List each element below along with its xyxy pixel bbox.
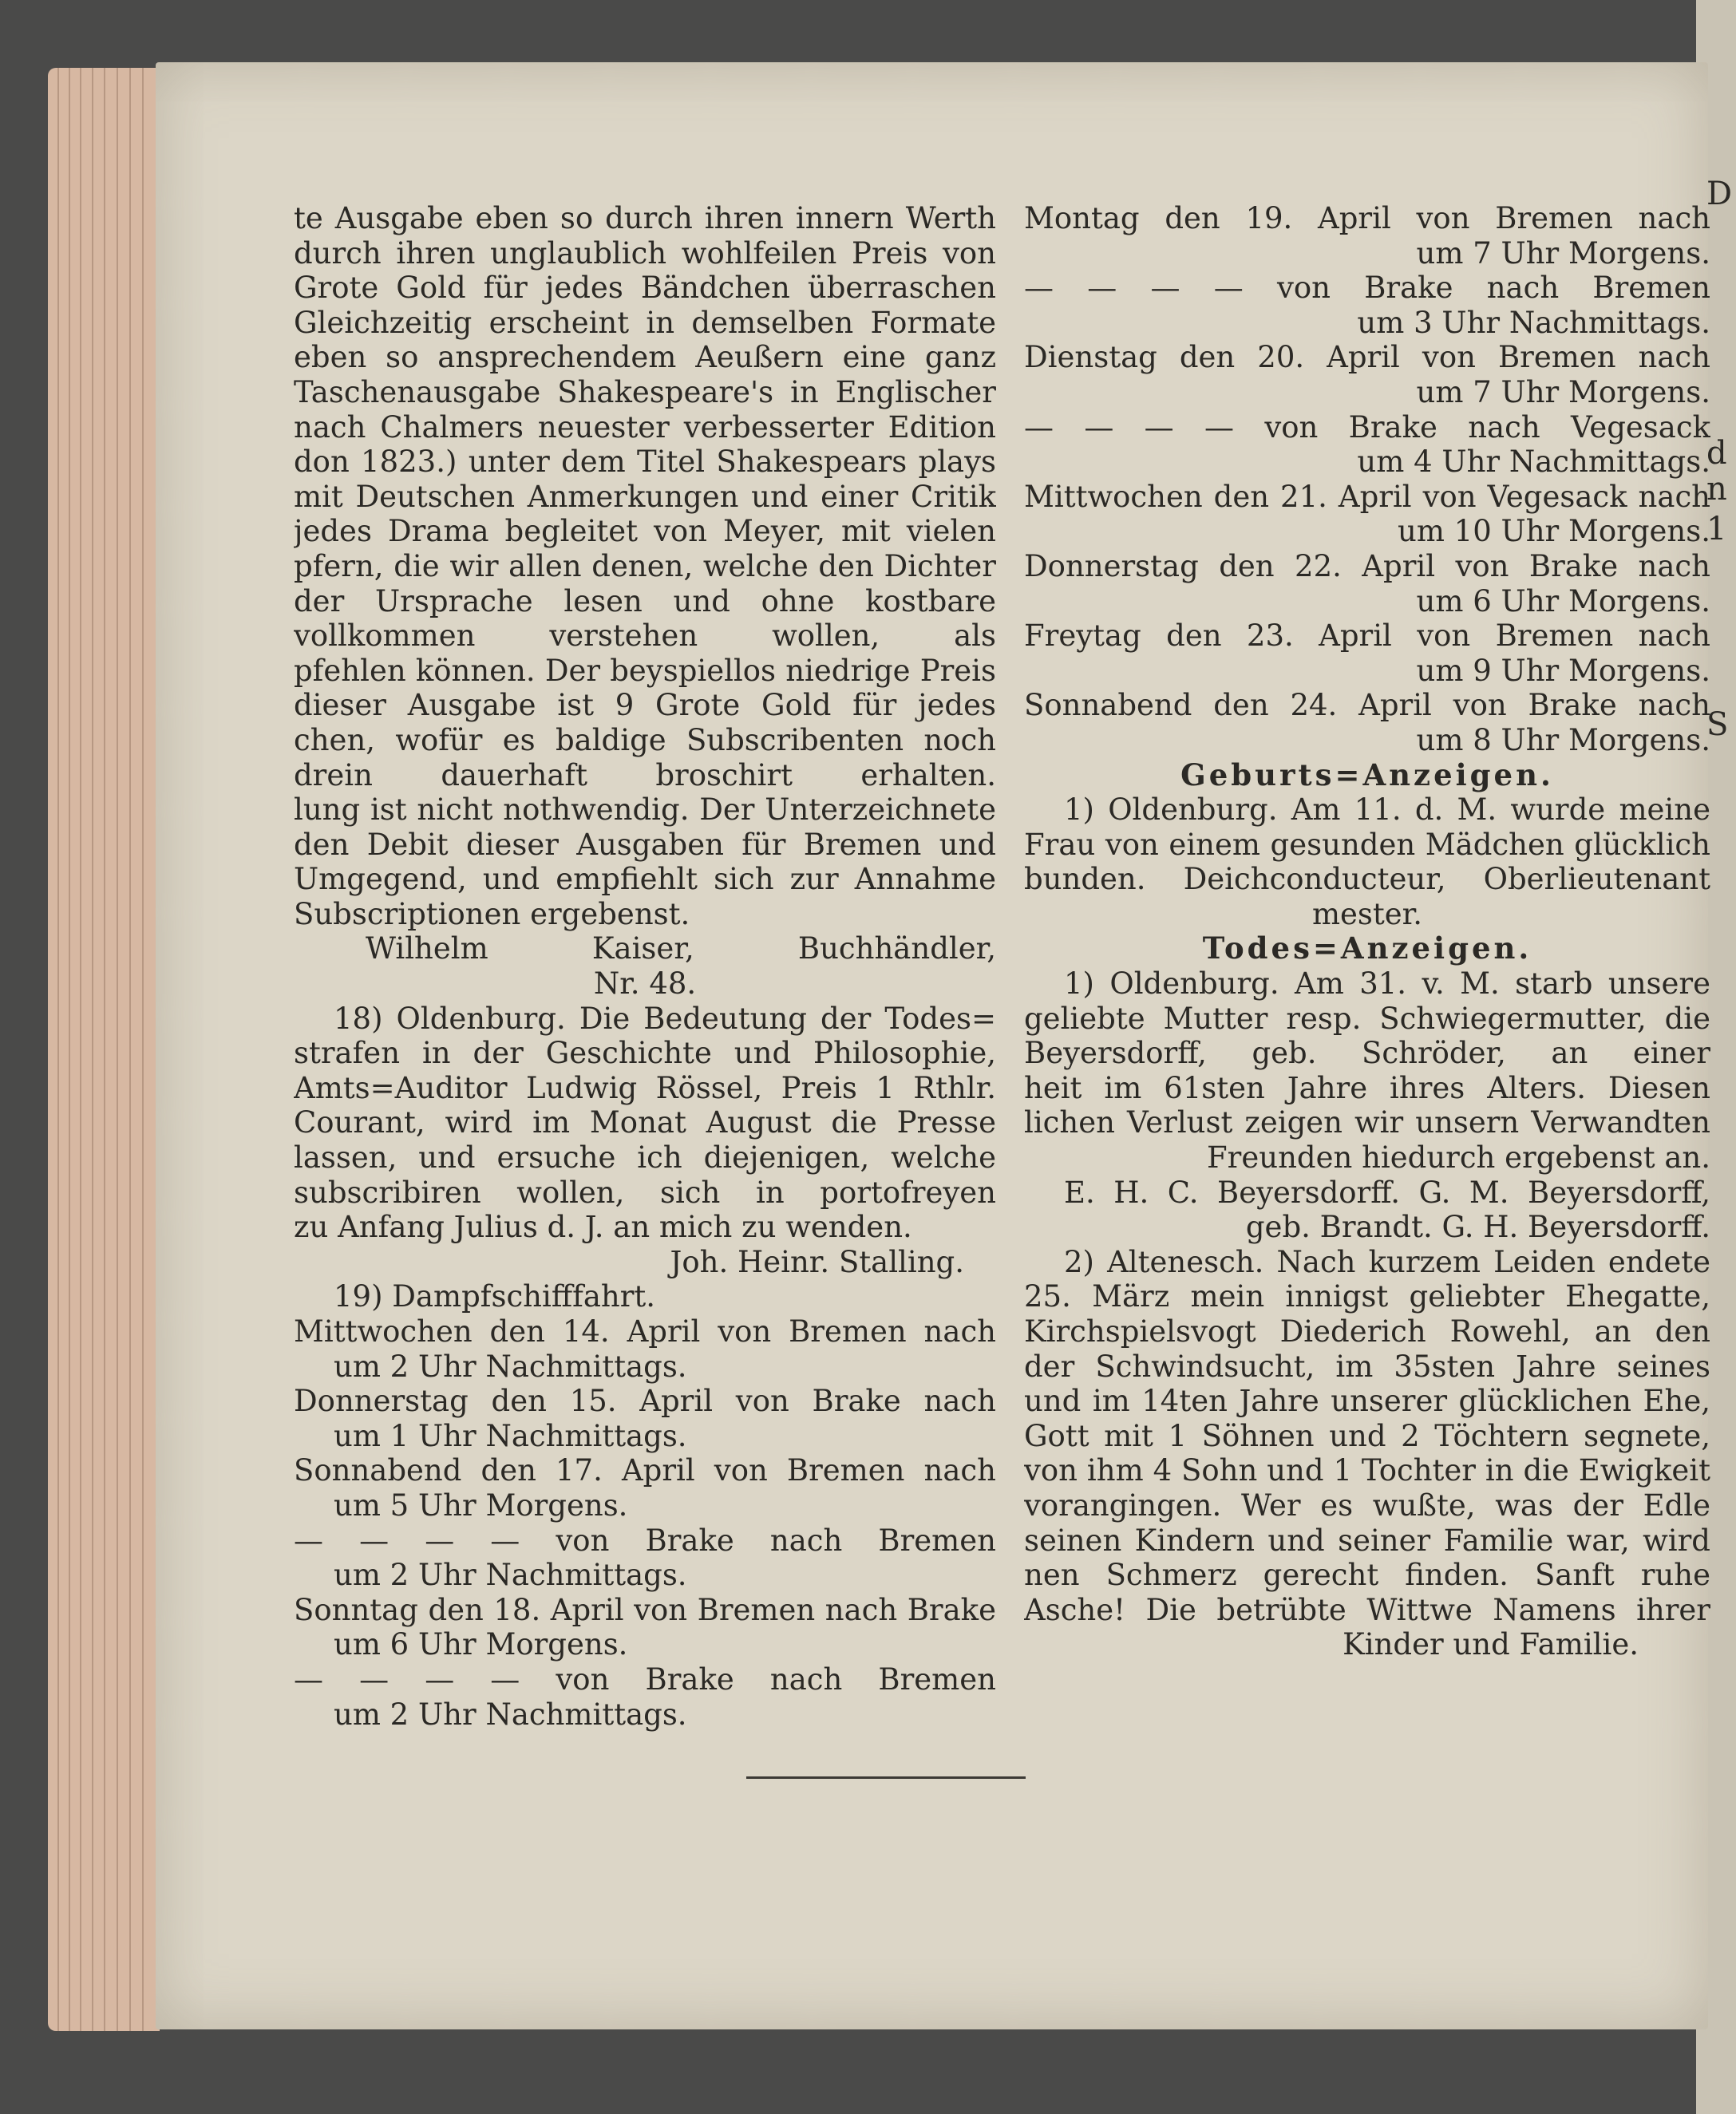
schedule-time: um 6 Uhr Morgens. bbox=[1416, 583, 1710, 618]
text-line: den Debit dieser Ausgaben für Bremen und bbox=[294, 827, 996, 862]
text-line: Umgegend, und empfiehlt sich zur Annahme bbox=[294, 862, 996, 897]
schedule-time: um 7 Uhr Morgens. bbox=[1416, 235, 1710, 271]
section-heading-deaths: Todes=Anzeigen. bbox=[1202, 931, 1532, 966]
schedule-time: um 2 Uhr Nachmittags. bbox=[334, 1558, 687, 1593]
text-line: seinen Kindern und seiner Familie war, wird bbox=[1024, 1523, 1710, 1558]
text-line: Amts=Auditor Ludwig Rössel, Preis 1 Rthlr. bbox=[294, 1070, 996, 1105]
schedule-time: um 3 Uhr Nachmittags. bbox=[1357, 305, 1710, 340]
right-column bbox=[1024, 201, 1710, 1662]
text-line: geliebte Mutter resp. Schwiegermutter, die bbox=[1024, 1001, 1710, 1036]
text-line: der Schwindsucht, im 35sten Jahre seines bbox=[1024, 1349, 1710, 1384]
schedule-time: um 8 Uhr Morgens. bbox=[1416, 722, 1710, 757]
text-line: lung ist nicht nothwendig. Der Unterzeichnete bbox=[294, 792, 996, 828]
closing-rule bbox=[746, 1776, 1026, 1779]
schedule-time: um 2 Uhr Nachmittags. bbox=[334, 1697, 687, 1732]
text-line: nen Schmerz gerecht finden. Sanft ruhe bbox=[1024, 1558, 1710, 1593]
next-page-edge-letter: D bbox=[1706, 176, 1733, 212]
text-line: subscribiren wollen, sich in portofreyen bbox=[294, 1175, 996, 1210]
text-line: drein dauerhaft broschirt erhalten. bbox=[294, 757, 996, 792]
text-line: mester. bbox=[1311, 896, 1423, 931]
text-line: Grote Gold für jedes Bändchen überraschen bbox=[294, 271, 996, 306]
signature-line: geb. Brandt. G. H. Beyersdorff. bbox=[1245, 1210, 1710, 1245]
announcement-start: 1) Oldenburg. Am 11. d. M. wurde meine bbox=[1064, 792, 1710, 828]
schedule-line: Mittwochen den 14. April von Bremen nach bbox=[294, 1314, 996, 1349]
schedule-line: — — — — von Brake nach Bremen bbox=[294, 1662, 996, 1697]
schedule-time: um 7 Uhr Morgens. bbox=[1416, 374, 1710, 409]
text-line: der Ursprache lesen und ohne kostbare bbox=[294, 583, 996, 618]
text-line: durch ihren unglaublich wohlfeilen Preis von bbox=[294, 235, 996, 271]
left-column bbox=[294, 201, 996, 1732]
schedule-line: Dienstag den 20. April von Bremen nach bbox=[1024, 340, 1710, 375]
signature-line: Kinder und Familie. bbox=[1343, 1627, 1639, 1662]
text-line: heit im 61sten Jahre ihres Alters. Diesen bbox=[1024, 1070, 1710, 1105]
text-line: don 1823.) unter dem Titel Shakespears plays bbox=[294, 445, 996, 480]
announcement-start: 1) Oldenburg. Am 31. v. M. starb unsere bbox=[1064, 966, 1710, 1002]
announcement-start: 18) Oldenburg. Die Bedeutung der Todes= bbox=[334, 1001, 996, 1036]
schedule-line: — — — — von Brake nach Vegesack bbox=[1024, 409, 1710, 445]
signature-line: E. H. C. Beyersdorff. G. M. Beyersdorff, bbox=[1064, 1175, 1710, 1210]
schedule-line: — — — — von Brake nach Bremen bbox=[1024, 271, 1710, 306]
schedule-time: um 10 Uhr Morgens. bbox=[1398, 514, 1710, 549]
schedule-line: Sonntag den 18. April von Bremen nach Brake bbox=[294, 1592, 996, 1627]
schedule-line: — — — — von Brake nach Bremen bbox=[294, 1523, 996, 1558]
text-line: mit Deutschen Anmerkungen und einer Critik bbox=[294, 479, 996, 514]
text-line: te Ausgabe eben so durch ihren innern Werth bbox=[294, 201, 996, 235]
text-line: bunden. Deichconducteur, Oberlieutenant bbox=[1024, 862, 1710, 897]
section-heading-births: Geburts=Anzeigen. bbox=[1180, 757, 1554, 792]
text-line: von ihm 4 Sohn und 1 Tochter in die Ewigkeit bbox=[1024, 1453, 1710, 1488]
schedule-line: Sonnabend den 24. April von Brake nach bbox=[1024, 688, 1710, 723]
schedule-time: um 2 Uhr Nachmittags. bbox=[334, 1349, 687, 1384]
text-line: Gott mit 1 Söhnen und 2 Töchtern segnete, bbox=[1024, 1418, 1710, 1453]
schedule-line: Montag den 19. April von Bremen nach bbox=[1024, 201, 1710, 235]
schedule-line: Donnerstag den 15. April von Brake nach bbox=[294, 1384, 996, 1419]
signature-line: Joh. Heinr. Stalling. bbox=[670, 1244, 964, 1279]
text-line: zu Anfang Julius d. J. an mich zu wenden. bbox=[294, 1210, 912, 1245]
text-line: lichen Verlust zeigen wir unsern Verwandten bbox=[1024, 1105, 1710, 1140]
announcement-start: 19) Dampfschifffahrt. bbox=[334, 1279, 656, 1314]
text-line: pfern, die wir allen denen, welche den Dichter bbox=[294, 548, 996, 583]
next-page-edge-letter: S bbox=[1706, 706, 1729, 743]
schedule-line: Freytag den 23. April von Bremen nach bbox=[1024, 618, 1710, 654]
text-line: Taschenausgabe Shakespeare's in Englischer bbox=[294, 374, 996, 409]
text-line: Freunden hiedurch ergebenst an. bbox=[1206, 1140, 1710, 1176]
next-page-edge-letter: n bbox=[1706, 471, 1727, 508]
signature-line: Nr. 48. bbox=[593, 966, 697, 1002]
text-line: dieser Ausgabe ist 9 Grote Gold für jedes bbox=[294, 688, 996, 723]
text-line: Beyersdorff, geb. Schröder, an einer bbox=[1024, 1036, 1710, 1071]
text-line: vollkommen verstehen wollen, als bbox=[294, 618, 996, 654]
text-line: lassen, und ersuche ich diejenigen, welche bbox=[294, 1140, 996, 1176]
schedule-line: Mittwochen den 21. April von Vegesack nach bbox=[1024, 479, 1710, 514]
text-line: Kirchspielsvogt Diederich Rowehl, an den bbox=[1024, 1314, 1710, 1349]
text-line: vorangingen. Wer es wußte, was der Edle bbox=[1024, 1488, 1710, 1523]
page-stack-edges bbox=[48, 68, 160, 2031]
next-page-edge-letter: 1 bbox=[1706, 511, 1727, 547]
text-line: Asche! Die betrübte Wittwe Namens ihrer bbox=[1024, 1592, 1710, 1627]
text-line: eben so ansprechendem Aeußern eine ganz bbox=[294, 340, 996, 375]
announcement-start: 2) Altenesch. Nach kurzem Leiden endete bbox=[1064, 1244, 1710, 1279]
schedule-time: um 4 Uhr Nachmittags. bbox=[1357, 445, 1710, 480]
next-page-edge-letter: d bbox=[1706, 435, 1727, 472]
signature-line: Wilhelm Kaiser, Buchhändler, bbox=[366, 931, 996, 966]
text-line: und im 14ten Jahre unserer glücklichen Ehe, bbox=[1024, 1384, 1710, 1419]
text-line: jedes Drama begleitet von Meyer, mit vielen bbox=[294, 514, 996, 549]
text-line: chen, wofür es baldige Subscribenten noch bbox=[294, 722, 996, 757]
text-line: Subscriptionen ergebenst. bbox=[294, 896, 690, 931]
text-line: Frau von einem gesunden Mädchen glücklich bbox=[1024, 827, 1710, 862]
text-line: Gleichzeitig erscheint in demselben Formate bbox=[294, 305, 996, 340]
schedule-time: um 1 Uhr Nachmittags. bbox=[334, 1418, 687, 1453]
schedule-time: um 6 Uhr Morgens. bbox=[334, 1627, 628, 1662]
text-line: pfehlen können. Der beyspiellos niedrige Preis bbox=[294, 653, 996, 688]
schedule-line: Sonnabend den 17. April von Bremen nach bbox=[294, 1453, 996, 1488]
text-line: nach Chalmers neuester verbesserter Edition bbox=[294, 409, 996, 445]
schedule-time: um 5 Uhr Morgens. bbox=[334, 1488, 628, 1523]
text-line: strafen in der Geschichte und Philosophie, bbox=[294, 1036, 996, 1071]
schedule-time: um 9 Uhr Morgens. bbox=[1416, 653, 1710, 688]
text-line: Courant, wird im Monat August die Presse bbox=[294, 1105, 996, 1140]
schedule-line: Donnerstag den 22. April von Brake nach bbox=[1024, 548, 1710, 583]
text-line: 25. März mein innigst geliebter Ehegatte, bbox=[1024, 1279, 1710, 1314]
